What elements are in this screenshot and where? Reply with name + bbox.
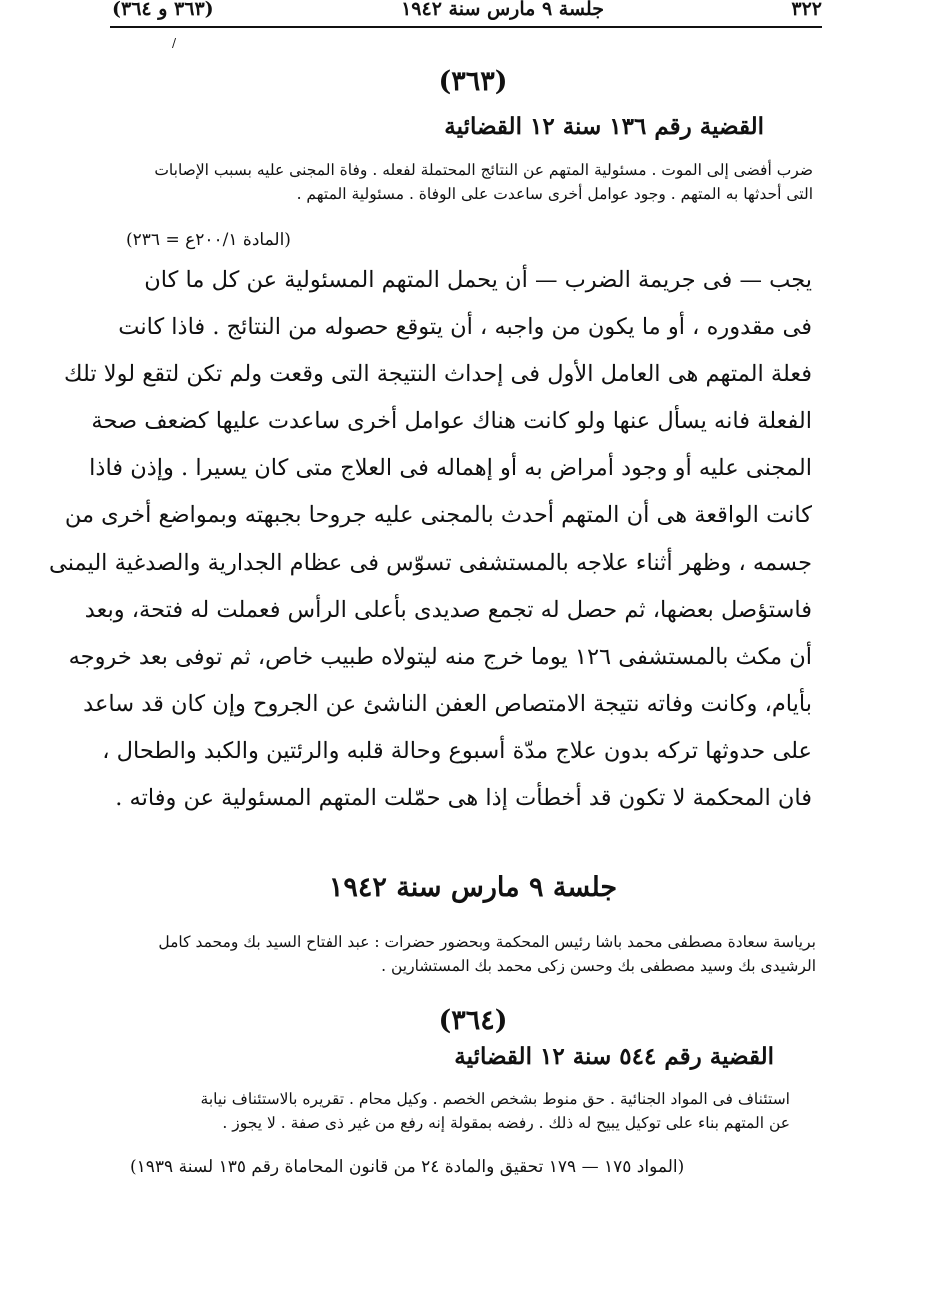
body-line: فاستؤصل بعضها، ثم حصل له تجمع صديدى بأعلى الرأس فعملت له فتحة، وبعد bbox=[84, 596, 812, 623]
summary-line: عن المتهم بناء على توكيل يبيح له ذلك . رفضه بمقولة إنه رفع من غير ذى صفة . لا يجوز . bbox=[222, 1114, 790, 1132]
header-session-ref: جلسة ٩ مارس سنة ١٩٤٢ bbox=[401, 0, 604, 20]
summary-line: استئناف فى المواد الجنائية . حق منوط بشخص الخصم . وكيل محام . تقريره بالاستئناف نيابة bbox=[200, 1090, 790, 1108]
presidency-note bbox=[128, 930, 816, 978]
presidency-line: برياسة سعادة مصطفى محمد باشا رئيس المحكمة وبحضور حضرات : عبد الفتاح السيد بك ومحمد كامل bbox=[158, 933, 816, 951]
case-title-363: القضية رقم ١٣٦ سنة ١٢ القضائية bbox=[444, 113, 764, 140]
presidency-line: الرشيدى بك وسيد مصطفى بك وحسن زكى محمد بك المستشارين . bbox=[381, 957, 816, 975]
body-line: فان المحكمة لا تكون قد أخطأت إذا هى حمّلت المتهم المسئولية عن وفاته . bbox=[115, 785, 812, 812]
margin-mark: / bbox=[172, 36, 177, 50]
article-ref-364: (المواد ١٧٥ — ١٧٩ تحقيق والمادة ٢٤ من قانون المحاماة رقم ١٣٥ لسنة ١٩٣٩) bbox=[130, 1157, 685, 1177]
header-rule bbox=[110, 26, 822, 28]
article-ref-363: (المادة ٢٠٠/١ع = ٢٣٦) bbox=[126, 230, 291, 250]
header-case-range: (٣٦٣ و ٣٦٤) bbox=[112, 0, 214, 20]
body-line: فى مقدوره ، أو ما يكون من واجبه ، أن يتوقع حصوله من النتائج . فاذا كانت bbox=[118, 314, 812, 341]
body-line: المجنى عليه أو وجود أمراض به أو إهماله فى العلاج متى كان يسيرا . وإذن فاذا bbox=[89, 455, 812, 482]
page-number: ٣٢٢ bbox=[791, 0, 822, 20]
running-header bbox=[112, 0, 822, 24]
body-line: على حدوثها تركه بدون علاج مدّة أسبوع وحالة قلبه والرئتين والكبد والطحال ، bbox=[102, 737, 812, 764]
case-number-364: (٣٦٤) bbox=[438, 1005, 508, 1036]
body-line: جسمه ، وظهر أثناء علاجه بالمستشفى تسوّس فى عظام الجدارية والصدغية اليمنى bbox=[48, 549, 812, 576]
case-title-364: القضية رقم ٥٤٤ سنة ١٢ القضائية bbox=[454, 1043, 774, 1070]
body-line: كانت الواقعة هى أن المتهم أحدث بالمجنى عليه جروحا بجبهته وبمواضع أخرى من bbox=[64, 502, 812, 529]
body-text-363 bbox=[48, 257, 812, 822]
summary-line: التى أحدثها به المتهم . وجود عوامل أخرى ساعدت على الوفاة . مسئولية المتهم . bbox=[296, 185, 813, 203]
summary-364 bbox=[130, 1087, 790, 1135]
body-line: يجب — فى جريمة الضرب — أن يحمل المتهم المسئولية عن كل ما كان bbox=[144, 267, 812, 293]
case-number-363: (٣٦٣) bbox=[438, 66, 508, 97]
body-line: بأيام، وكانت وفاته نتيجة الامتصاص العفن الناشئ عن الجروح وإن كان قد ساعد bbox=[83, 690, 812, 717]
body-line: أن مكث بالمستشفى ١٢٦ يوما خرج منه ليتولاه طبيب خاص، ثم توفى بعد خروجه bbox=[68, 643, 812, 670]
summary-363 bbox=[124, 158, 813, 206]
body-line: فعلة المتهم هى العامل الأول فى إحداث النتيجة التى وقعت ولم تكن لتقع لولا تلك bbox=[63, 361, 812, 388]
summary-line: ضرب أفضى إلى الموت . مسئولية المتهم عن النتائج المحتملة لفعله . وفاة المجنى عليه بسبب الإصابات bbox=[154, 161, 813, 179]
body-line: الفعلة فانه يسأل عنها ولو كانت هناك عوامل أخرى ساعدت عليها كضعف صحة bbox=[91, 408, 812, 435]
session-title: جلسة ٩ مارس سنة ١٩٤٢ bbox=[328, 872, 618, 903]
